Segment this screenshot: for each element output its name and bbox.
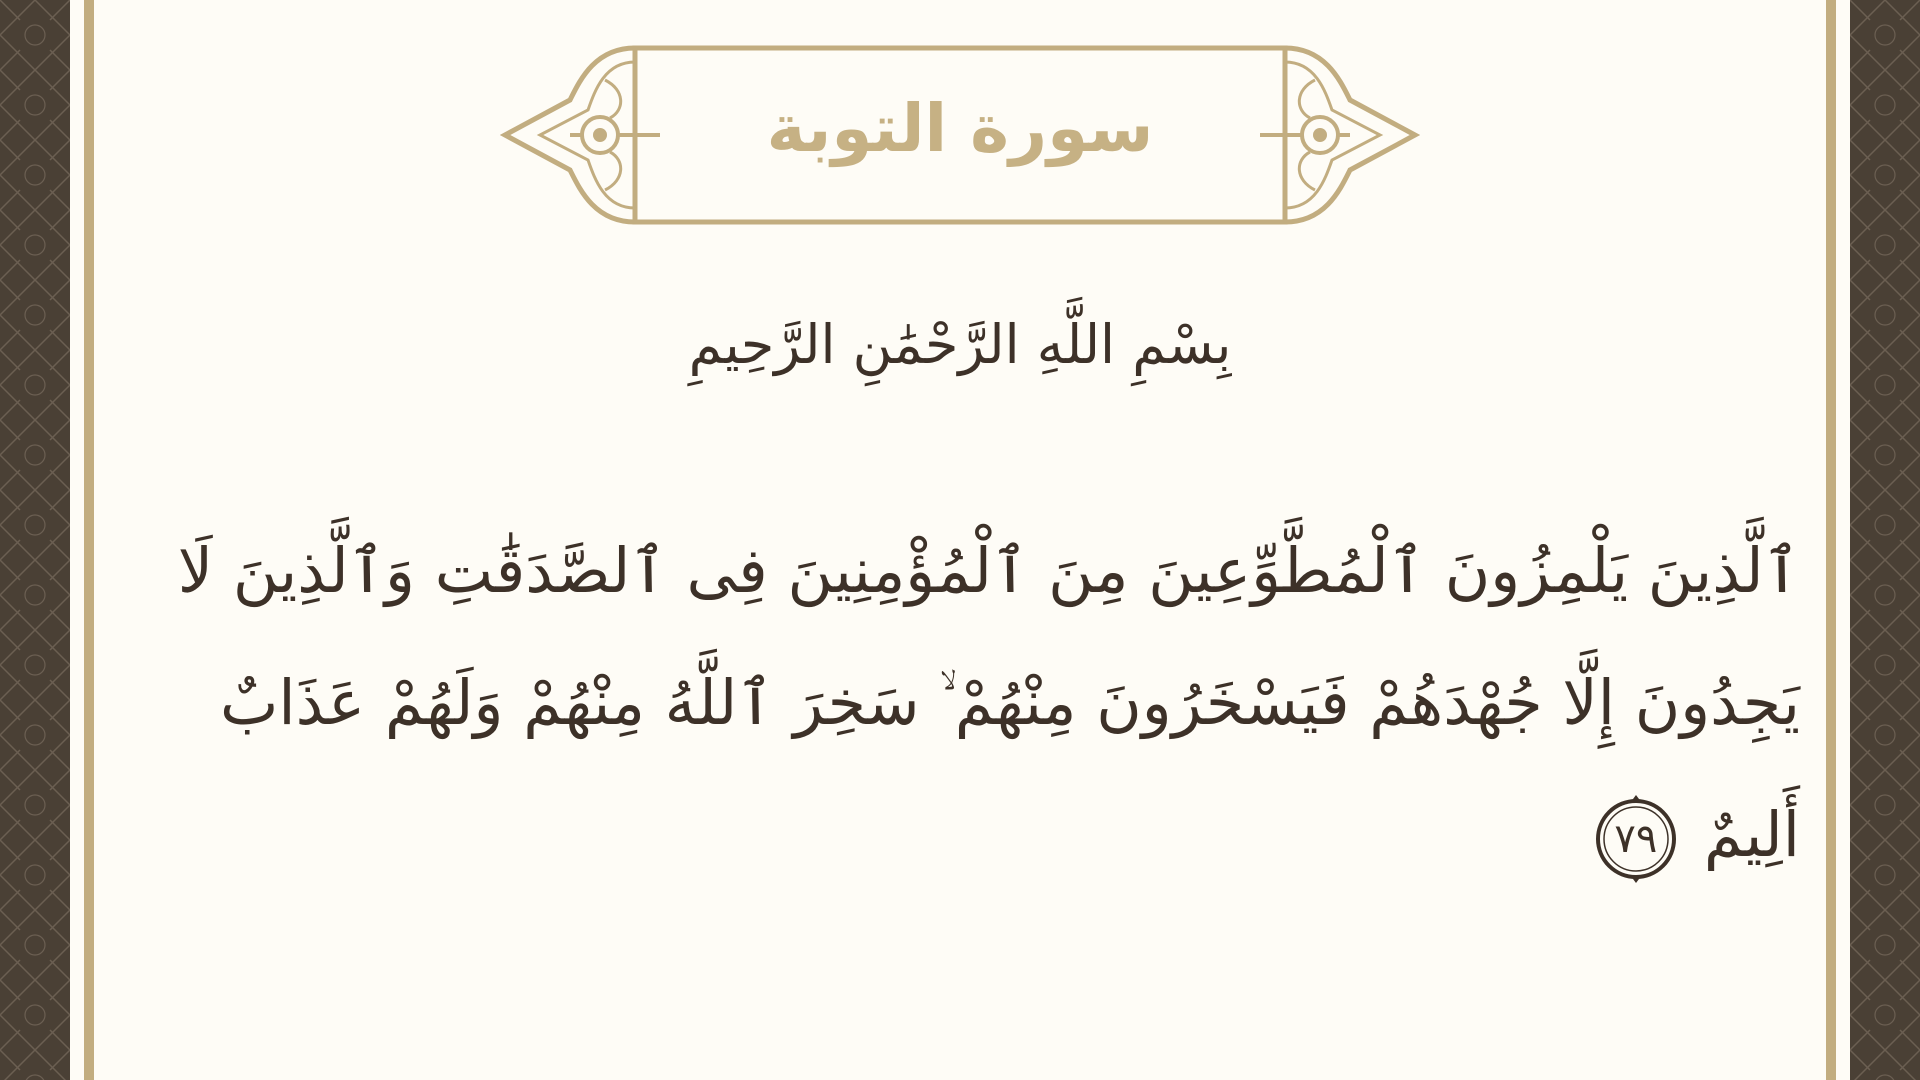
right-ornamental-border [1850, 0, 1920, 1080]
ayah-number: ٧٩ [1614, 815, 1658, 862]
verse-line-2: يَجِدُونَ إِلَّا جُهْدَهُمْ فَيَسْخَرُونَ مِنْهُمْ ۙ سَخِرَ ٱللَّهُ مِنْهُمْ وَلَهُمْ عَذَابٌ [219, 666, 1800, 739]
verse-text [177, 505, 1800, 901]
verse-line-3 [220, 769, 1800, 901]
surah-header [500, 40, 1420, 230]
basmala: بِسْمِ اللَّهِ الرَّحْمَٰنِ الرَّحِيمِ [688, 313, 1232, 376]
left-gold-rule [84, 0, 94, 1080]
verse-line-1: ٱلَّذِينَ يَلْمِزُونَ ٱلْمُطَّوِّعِينَ مِنَ ٱلْمُؤْمِنِينَ فِى ٱلصَّدَقَٰتِ وَٱلَّذِينَ لَا [177, 534, 1800, 607]
left-ornamental-border [0, 0, 70, 1080]
surah-title: سورة التوبة [766, 90, 1154, 167]
ayah-number-marker [1590, 793, 1682, 885]
verse-line-3-text: أَلِيمٌ [1703, 798, 1800, 871]
right-gold-rule [1826, 0, 1836, 1080]
